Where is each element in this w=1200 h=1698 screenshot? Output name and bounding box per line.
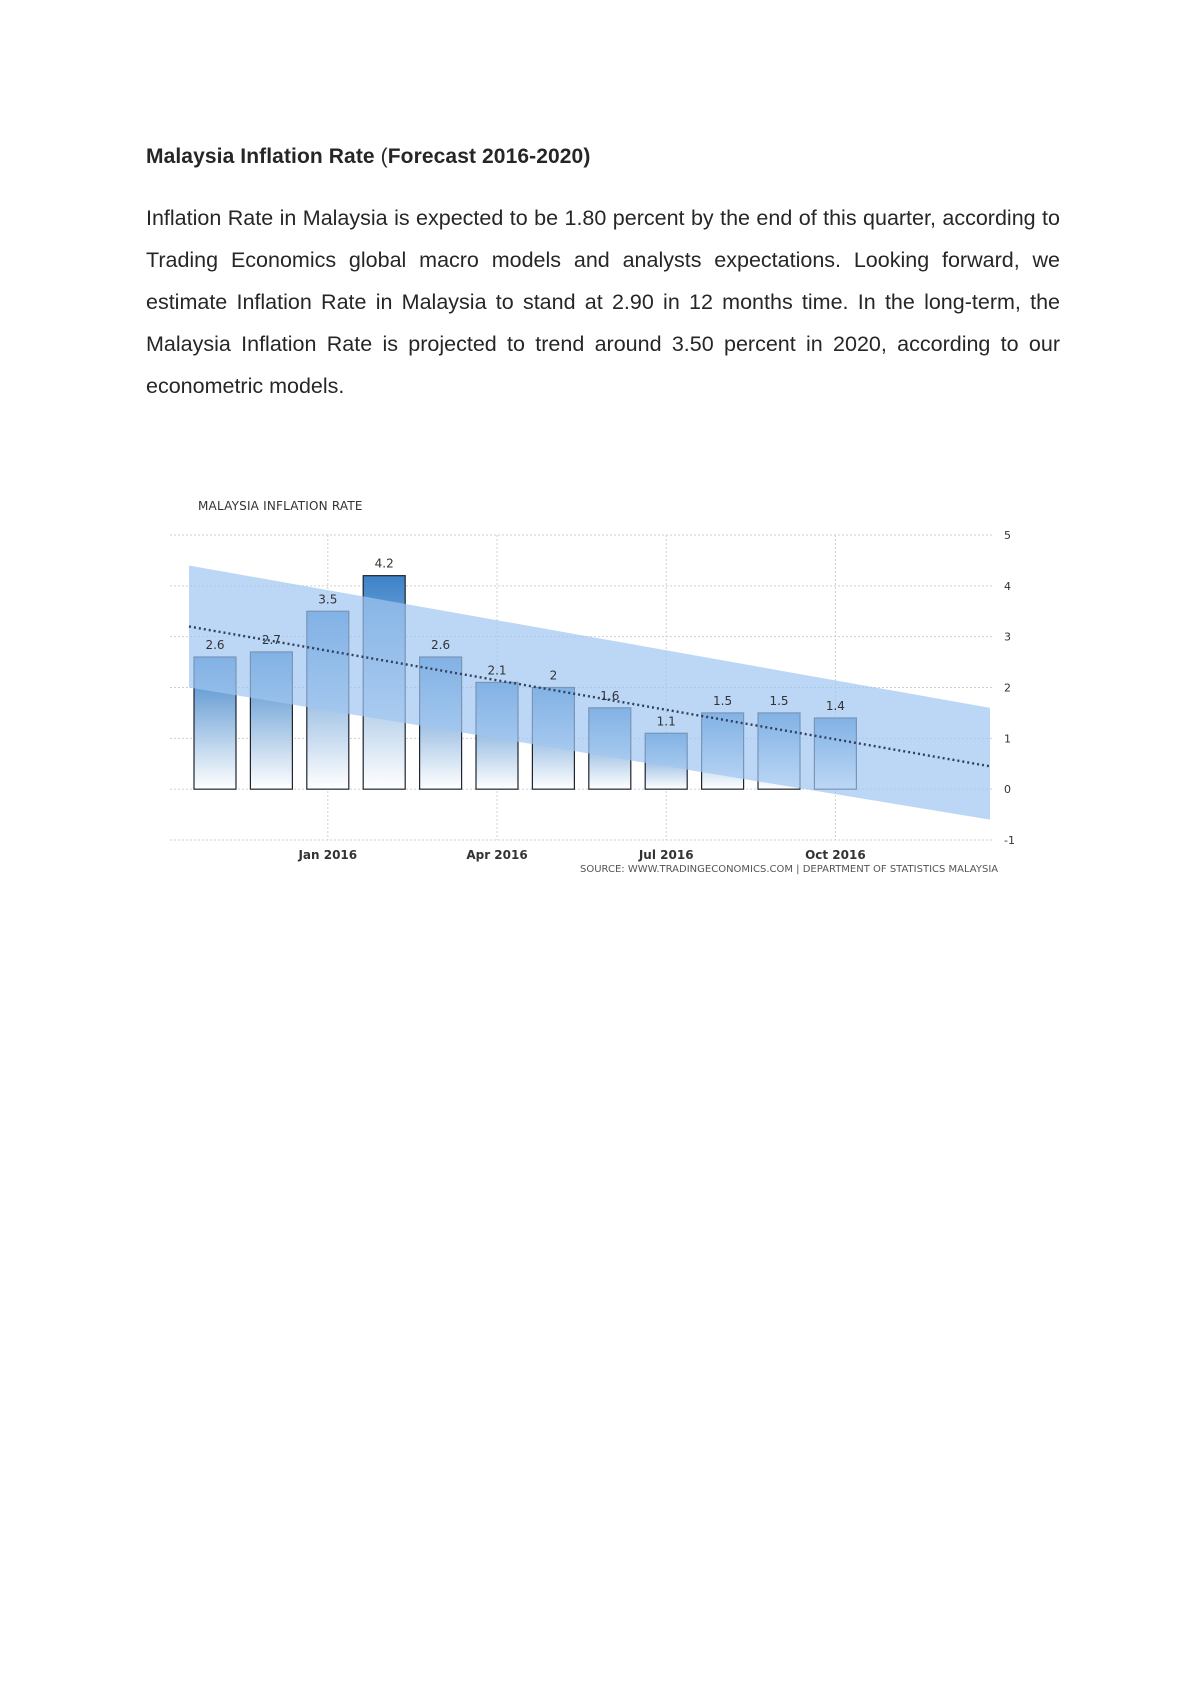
- x-tick-label: Jul 2016: [638, 848, 694, 862]
- data-label: 1.5: [769, 693, 789, 708]
- title-forecast: Forecast 2016-2020): [387, 145, 591, 168]
- data-label: 2.1: [487, 663, 507, 678]
- document-paragraph: Inflation Rate in Malaysia is expected to be 1.80 percent by the end of this quarter, according to Trading Economics global macro models and analysts expectations. Looking forward, we estimate Inflation Rate in Malaysia to stand at 2.90 in 12 months time. In the long-term, the Malaysia Inflation Rate is projected to trend around 3.50 percent in 2020, according to our econometric models.: [146, 206, 1060, 398]
- data-label: 1.5: [713, 693, 733, 708]
- data-label: 2: [549, 668, 558, 683]
- data-label: 2.6: [205, 638, 225, 652]
- data-label: 2.7: [261, 632, 281, 647]
- x-tick-label: Jan 2016: [298, 848, 358, 862]
- data-label: 1.6: [600, 688, 620, 703]
- data-label: 2.6: [431, 638, 451, 652]
- data-label: 3.5: [318, 592, 338, 607]
- x-tick-label: Oct 2016: [805, 848, 866, 862]
- y-tick-label: 3: [1004, 630, 1011, 644]
- chart-canvas: [160, 490, 1040, 910]
- title-paren: (: [380, 145, 388, 168]
- y-tick-label: -1: [1004, 834, 1015, 847]
- document-title: [146, 145, 590, 169]
- y-tick-label: 4: [1004, 579, 1011, 593]
- y-tick-label: 5: [1004, 529, 1011, 542]
- chart-title: MALAYSIA INFLATION RATE: [198, 499, 363, 513]
- y-tick-label: 0: [1004, 783, 1011, 797]
- y-tick-label: 1: [1004, 732, 1011, 746]
- inflation-chart: [160, 490, 1040, 910]
- data-label: 1.4: [825, 699, 845, 713]
- x-tick-label: Apr 2016: [466, 848, 528, 862]
- chart-source: SOURCE: WWW.TRADINGECONOMICS.COM | DEPARTMENT OF STATISTICS MALAYSIA: [580, 864, 999, 875]
- title-main: Malaysia Inflation Rate: [146, 145, 375, 168]
- y-tick-label: 2: [1004, 681, 1011, 695]
- data-label: 1.1: [656, 714, 676, 729]
- data-label: 4.2: [374, 556, 394, 571]
